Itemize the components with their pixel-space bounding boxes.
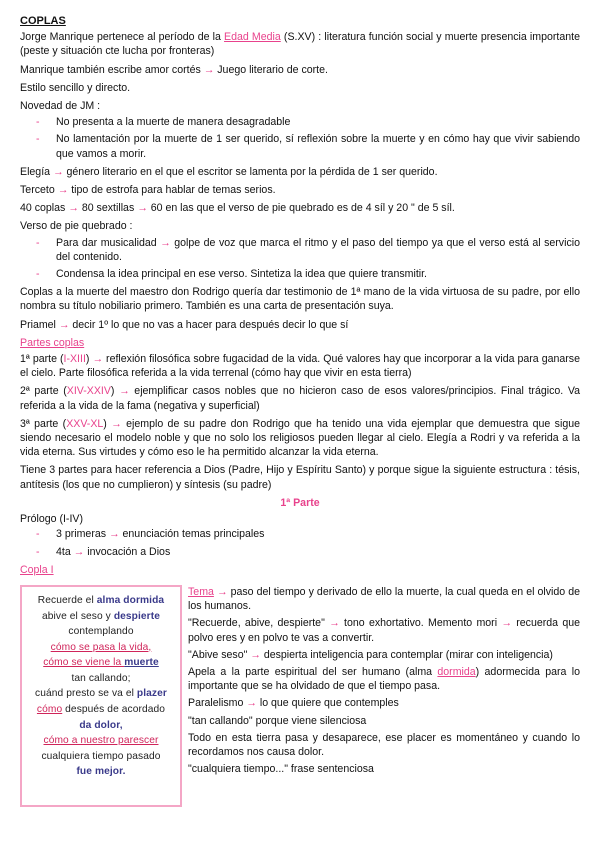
primera-parte-heading: 1ª Parte <box>280 496 320 509</box>
novedad-list <box>20 115 580 161</box>
poem-line: cómo a nuestro parescer <box>43 735 159 747</box>
paragraph-tres-partes: Tiene 3 partes para hacer referencia a Dios (Padre, Hijo y Espíritu Santo) y porque sigue la siguiente estructura : tésis, antítesis (los que no cumplieron) y síntesis (su padre) <box>20 464 580 491</box>
copla-i-heading[interactable]: Copla I <box>20 563 54 576</box>
list-item: - No lamentación por la muerte de 1 ser querido, sí reflexión sobre la muerte y en cómo hay que vivir sabiendo que vamos a morir. <box>20 132 580 160</box>
document-page <box>20 14 581 778</box>
paragraph-estilo: Estilo sencillo y directo. <box>20 81 131 94</box>
list-item: - Para dar musicalidad → golpe de voz que marca el ritmo y el paso del tiempo ya que el verso está al servicio del contenido. <box>20 236 580 264</box>
arrow-icon: → <box>111 417 122 430</box>
paragraph-priamel: Priamel → decir 1º lo que no vas a hacer para después decir lo que sí <box>20 318 349 331</box>
poem-line: fue mejor. <box>76 766 126 778</box>
note-tema: Tema → paso del tiempo y derivado de ello la muerte, la cual queda en el olvido de los humanos. <box>188 585 580 613</box>
arrow-icon: → <box>68 202 79 215</box>
arrow-icon: → <box>52 165 64 178</box>
poem-line: tan callando; <box>71 672 131 684</box>
poem-line: cualquiera tiempo pasado <box>41 750 161 762</box>
paragraph-rodrigo: Coplas a la muerte del maestro don Rodrigo quería dar testimonio de 1ª mano de la vida virtuosa de su padre, por ello nombra su título nobiliario primero. También es una carta de presentación suya. <box>20 286 580 313</box>
poem-line: cómo se pasa la vida, <box>50 641 152 653</box>
arrow-icon: → <box>57 184 69 197</box>
arrow-icon: → <box>73 545 85 558</box>
poem-line: cómo se viene la muerte <box>43 657 159 669</box>
arrow-icon: → <box>108 528 120 541</box>
note-abive: "Abive seso" → despierta inteligencia para contemplar (mirar con inteligencia) <box>188 648 553 661</box>
page-title: COPLAS <box>20 15 66 27</box>
paragraph-terceto: Terceto → tipo de estrofa para hablar de temas serios. <box>20 184 276 197</box>
range-label: XXV-XL <box>66 417 104 430</box>
pie-quebrado-list <box>20 236 580 282</box>
note-recuerde: "Recuerde, abive, despierte" → tono exhortativo. Memento mori → recuerda que polvo eres y en polvo te vas a convertir. <box>188 617 581 644</box>
note-todo: Todo en esta tierra pasa y desaparece, ese placer es momentáneo y cuando lo recordamos nos causa dolor. <box>188 731 580 758</box>
arrow-icon: → <box>137 202 148 215</box>
list-item: - No presenta a la muerte de manera desagradable <box>20 115 580 129</box>
note-apela: Apela a la parte espiritual del ser humano (alma dormida) adormecida para lo importante que se ha olvidado de que el tiempo pasa. <box>188 665 580 693</box>
poem-line: da dolor, <box>79 719 123 731</box>
copla-notes <box>188 585 580 779</box>
arrow-icon: → <box>160 236 171 249</box>
paragraph-amor-cortes: Manrique también escribe amor cortés → Juego literario de corte. <box>20 63 328 76</box>
paragraph-parte-2: 2ª parte (XIV-XXIV) → ejemplificar casos nobles que no hicieron caso de esos valores/principios. Final trágico. Va referida a la vida de la fama (negativa y superficial) <box>20 385 581 412</box>
dormida-link[interactable]: dormida <box>437 665 476 678</box>
paragraph-intro: Jorge Manrique pertenece al período de la Edad Media (S.XV) : literatura función social y muerte presencia importante (peste y situación cte lucha por fronteras) <box>20 31 580 58</box>
partes-coplas-heading[interactable]: Partes coplas <box>20 336 85 349</box>
paragraph-parte-1: 1ª parte (I-XIII) → reflexión filosófica sobre fugacidad de la vida. Qué valores hay que incorporar a la vida para ganarse el cielo. Parte filosófica referida a la vida terrenal (cómo hay que vivir en esta tierra) <box>20 353 580 380</box>
arrow-icon: → <box>329 617 340 630</box>
arrow-icon: → <box>250 648 261 661</box>
paragraph-parte-3: 3ª parte (XXV-XL) → ejemplo de su padre don Rodrigo que ha tenido una vida ejemplar que demuestra que sigue siendo necesario el modelo noble y que no solo los religiosos pueden llegar al cielo. Elegía a Rodri y va referida a la vida eterna. Sus virtudes y cómo eso le ha permitido alcanzar la vida eterna. <box>20 417 580 459</box>
list-item: - 4ta → invocación a Dios <box>20 545 580 559</box>
range-label: I-XIII <box>63 353 86 366</box>
arrow-icon: → <box>58 318 70 331</box>
edad-media-link[interactable]: Edad Media <box>224 31 281 44</box>
note-tan-callando: "tan callando" porque viene silenciosa <box>188 714 367 727</box>
poem-line: Recuerde el alma dormida <box>37 594 165 606</box>
arrow-icon: → <box>216 585 228 598</box>
paragraph-coplas-count: 40 coplas → 80 sextillas → 60 en las que el verso de pie quebrado es de 4 síl y 20 " de 5 síl. <box>20 202 455 215</box>
arrow-icon: → <box>92 353 104 366</box>
poem-line: contemplando <box>68 626 134 638</box>
note-paralelismo: Paralelismo → lo que quiere que contemples <box>188 697 399 710</box>
paragraph-novedad: Novedad de JM : <box>20 100 101 113</box>
arrow-icon: → <box>203 63 215 76</box>
note-cualquiera: "cualquiera tiempo..." frase sentenciosa <box>188 763 374 776</box>
tema-link[interactable]: Tema <box>188 585 214 598</box>
list-item: - 3 primeras → enunciación temas principales <box>20 527 580 541</box>
poem-line: abive el seso y despierte <box>41 610 161 622</box>
paragraph-pie-quebrado: Verso de pie quebrado : <box>20 220 133 233</box>
prologo-list <box>20 527 580 558</box>
arrow-icon: → <box>246 697 257 710</box>
poem-line: cuánd presto se va el plazer <box>35 688 167 700</box>
paragraph-elegia: Elegía → género literario en el que el escritor se lamenta por la pérdida de 1 ser querido. <box>20 165 438 178</box>
paragraph-prologo: Prólogo (I-IV) <box>20 513 83 526</box>
arrow-icon: → <box>501 617 512 630</box>
range-label: XIV-XXIV <box>66 385 111 398</box>
arrow-icon: → <box>119 385 130 398</box>
poem-text <box>28 593 174 780</box>
poem-line: cómo después de acordado <box>36 704 166 716</box>
list-item: - Condensa la idea principal en ese verso. Sintetiza la idea que quiere transmitir. <box>20 267 580 281</box>
poem-box <box>20 585 182 807</box>
